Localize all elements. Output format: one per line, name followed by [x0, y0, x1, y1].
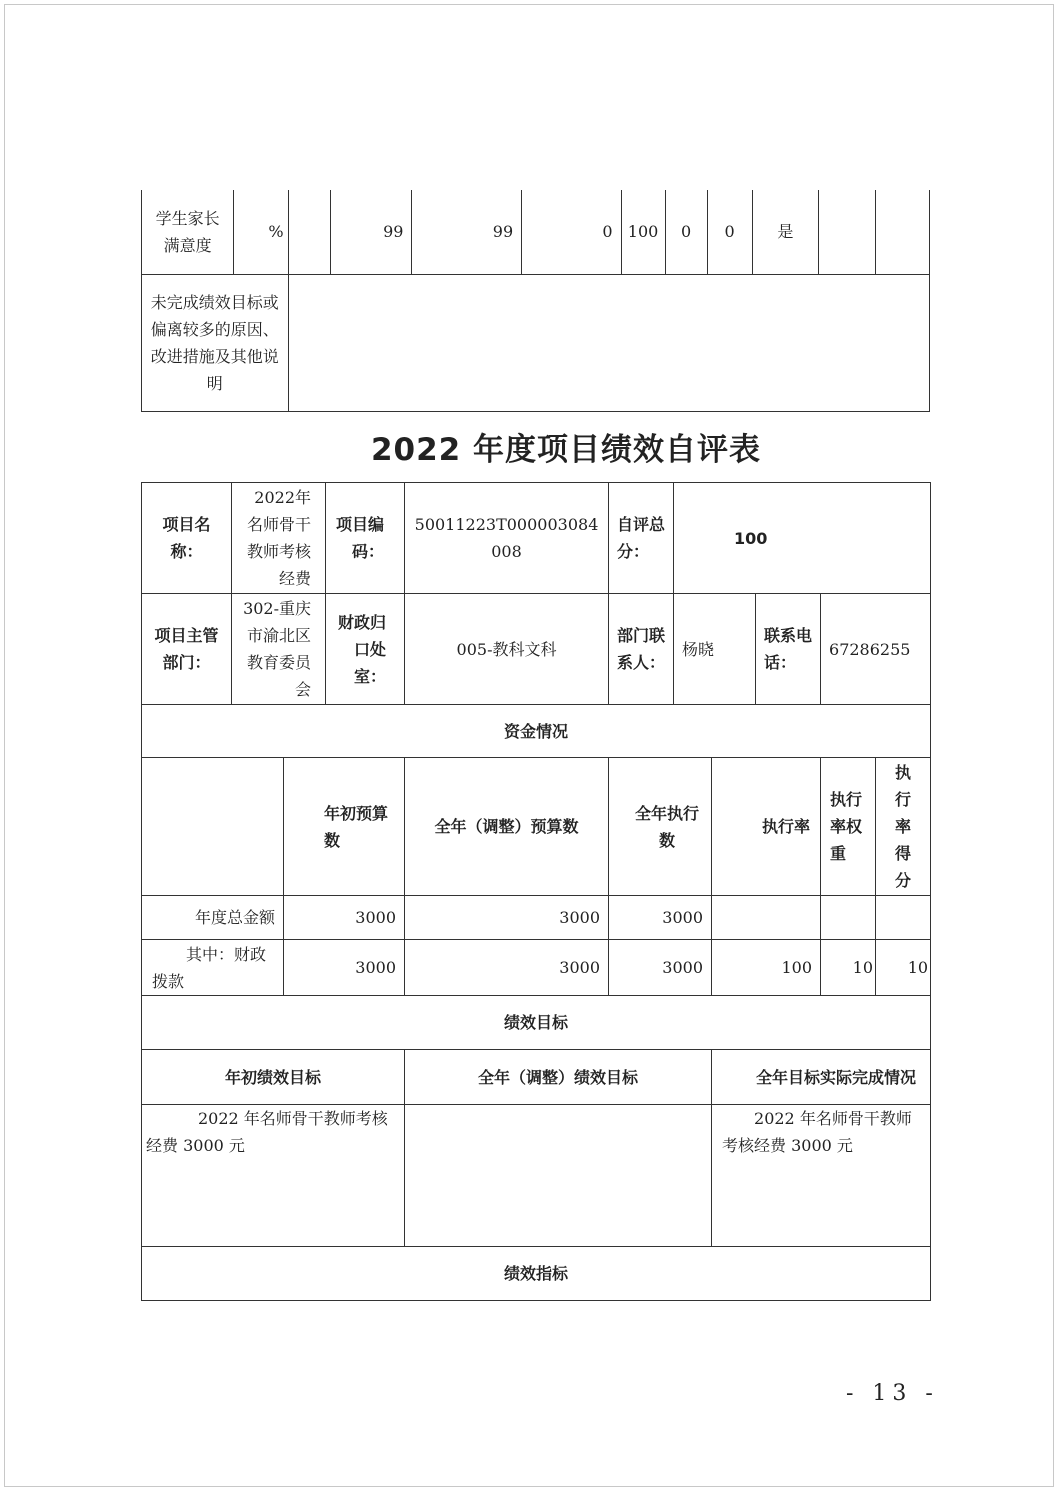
table-row — [142, 483, 931, 594]
empty-cell — [288, 190, 330, 274]
indicator-unit: % — [234, 190, 288, 274]
actual-goal-header: 全年目标实际完成情况 — [712, 1050, 931, 1105]
fund-initial-budget: 3000 — [284, 940, 405, 996]
table-row — [142, 190, 930, 274]
table-row — [142, 1050, 931, 1105]
fund-executed: 3000 — [609, 896, 712, 940]
page-title: 2022 年度项目绩效自评表 — [370, 432, 762, 468]
executed-header: 全年执行数 — [609, 758, 712, 896]
phone-label: 联系电话： — [756, 594, 821, 705]
contact: 杨晓 — [674, 594, 756, 705]
fund-exec-rate — [712, 896, 821, 940]
indicator-completed: 是 — [752, 190, 819, 274]
fund-exec-score — [876, 896, 931, 940]
adjusted-goal-text — [405, 1105, 712, 1247]
empty-cell — [142, 758, 284, 896]
total-score-label: 自评总分： — [609, 483, 674, 594]
exec-score-header: 执行率得分 — [876, 758, 931, 896]
funds-section-title: 资金情况 — [142, 705, 931, 758]
goals-section-title: 绩效目标 — [142, 996, 931, 1050]
evaluation-table — [141, 482, 931, 1301]
project-code: 50011223T000003084008 — [405, 483, 609, 594]
finance-office-label: 财政归口处室： — [326, 594, 405, 705]
adjusted-budget-header: 全年（调整）预算数 — [405, 758, 609, 896]
fund-executed: 3000 — [609, 940, 712, 996]
initial-goal-header: 年初绩效目标 — [142, 1050, 405, 1105]
table-row — [142, 1247, 931, 1301]
fund-initial-budget: 3000 — [284, 896, 405, 940]
fund-adjusted-budget: 3000 — [405, 896, 609, 940]
indicators-section-title: 绩效指标 — [142, 1247, 931, 1301]
indicator-name: 学生家长满意度 — [142, 190, 234, 274]
project-name-label: 项目名称： — [142, 483, 232, 594]
table-row — [142, 705, 931, 758]
exec-weight-header: 执行率权重 — [821, 758, 876, 896]
total-score: 100 — [674, 483, 931, 594]
fund-exec-score: 10 — [876, 940, 931, 996]
fund-row-label: 其中：财政拨款 — [142, 940, 284, 996]
table-row — [142, 940, 931, 996]
indicator-actual: 99 — [412, 190, 522, 274]
table-row — [142, 896, 931, 940]
continuation-table — [141, 190, 930, 412]
table-row — [142, 1105, 931, 1247]
fund-adjusted-budget: 3000 — [405, 940, 609, 996]
dept-label: 项目主管部门： — [142, 594, 232, 705]
project-name: 2022年名师骨干教师考核经费 — [232, 483, 326, 594]
fund-exec-weight: 10 — [821, 940, 876, 996]
fund-row-label: 年度总金额 — [142, 896, 284, 940]
reason-value — [288, 274, 929, 411]
initial-goal-text: 2022 年名师骨干教师考核经费 3000 元 — [142, 1105, 405, 1247]
indicator-deviation: 0 — [522, 190, 621, 274]
indicator-weight: 100 — [621, 190, 665, 274]
table-row — [142, 594, 931, 705]
indicator-target: 99 — [330, 190, 412, 274]
table-row — [142, 996, 931, 1050]
page-number: - 13 - — [846, 1381, 939, 1406]
table-row — [142, 274, 930, 411]
indicator-score: 0 — [665, 190, 707, 274]
adjusted-goal-header: 全年（调整）绩效目标 — [405, 1050, 712, 1105]
fund-exec-rate: 100 — [712, 940, 821, 996]
fund-exec-weight — [821, 896, 876, 940]
finance-office: 005-教科文科 — [405, 594, 609, 705]
reason-label: 未完成绩效目标或偏离较多的原因、改进措施及其他说明 — [142, 274, 289, 411]
table-row — [142, 758, 931, 896]
indicator-deduct: 0 — [707, 190, 752, 274]
dept: 302-重庆市渝北区教育委员会 — [232, 594, 326, 705]
initial-budget-header: 年初预算数 — [284, 758, 405, 896]
project-code-label: 项目编码： — [326, 483, 405, 594]
empty-cell — [875, 190, 929, 274]
exec-rate-header: 执行率 — [712, 758, 821, 896]
contact-label: 部门联系人： — [609, 594, 674, 705]
empty-cell — [819, 190, 875, 274]
actual-goal-text: 2022 年名师骨干教师考核经费 3000 元 — [712, 1105, 931, 1247]
phone: 67286255 — [821, 594, 931, 705]
